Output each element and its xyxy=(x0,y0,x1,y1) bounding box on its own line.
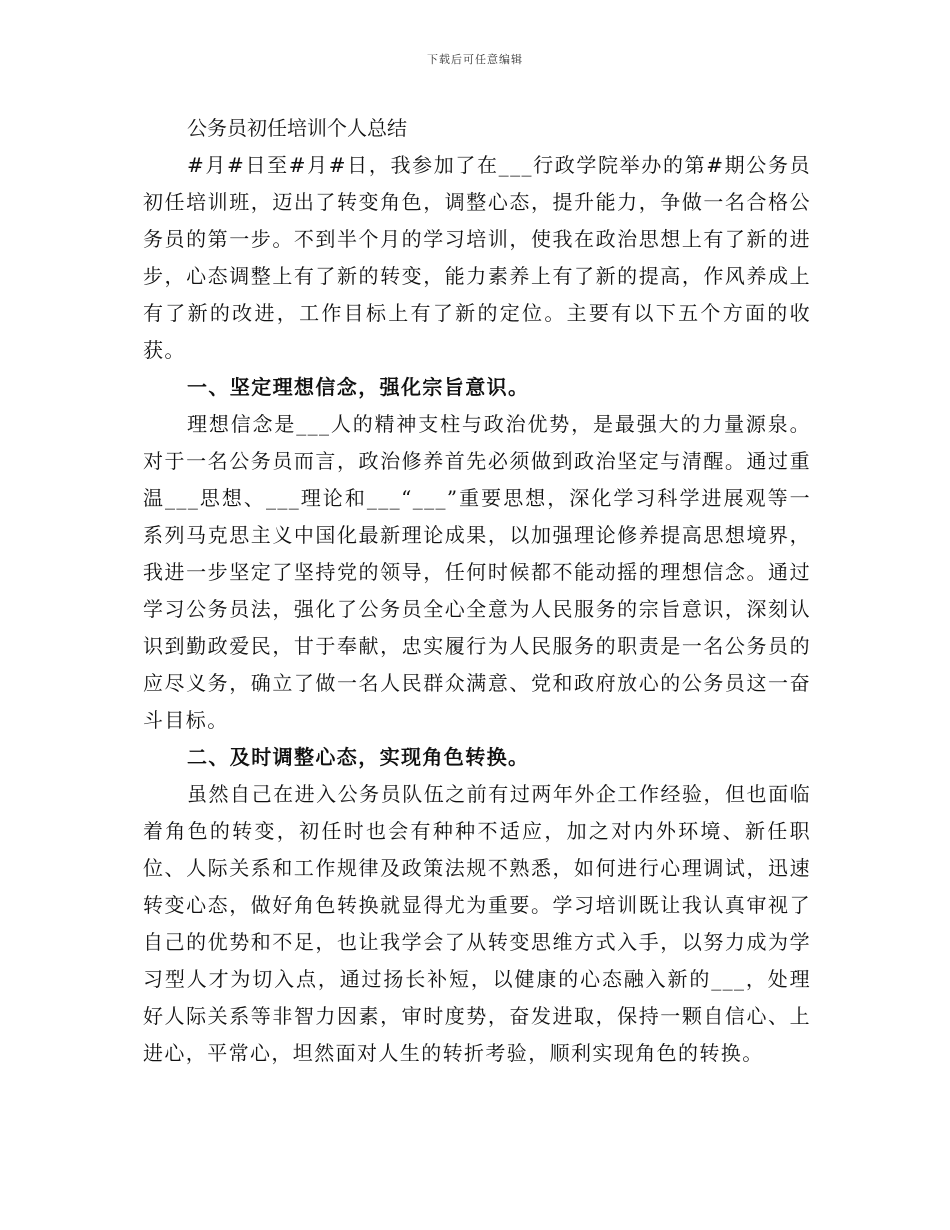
section-2-paragraph: 虽然自己在进入公务员队伍之前有过两年外企工作经验，但也面临着角色的转变，初任时也会有种种不适应，加之对内外环境、新任职位、人际关系和工作规律及政策法规不熟悉，如何进行心理调试，迅速转变心态，做好角色转换就显得尤为重要。学习培训既让我认真审视了自己的优势和不足，也让我学会了从转变思维方式入手，以努力成为学习型人才为切入点，通过扬长补短，以健康的心态融入新的___，处理好人际关系等非智力因素，审时度势，奋发进取，保持一颗自信心、上进心，平常心，坦然面对人生的转折考验，顺利实现角色的转换。 xyxy=(143,782,811,1065)
page-header-note: 下载后可任意编辑 xyxy=(427,53,523,66)
intro-paragraph: #月#日至#月#日，我参加了在___行政学院举办的第#期公务员初任培训班，迈出了转变角色，调整心态，提升能力，争做一名合格公务员的第一步。不到半个月的学习培训，使我在政治思想上有了新的进步，心态调整上有了新的转变，能力素养上有了新的提高，作风养成上有了新的改进，工作目标上有了新的定位。主要有以下五个方面的收获。 xyxy=(143,153,811,362)
section-1-paragraph: 理想信念是___人的精神支柱与政治优势，是最强大的力量源泉。对于一名公务员而言，政治修养首先必须做到政治坚定与清醒。通过重温___思想、___理论和___“___”重要思想，深化学习科学进展观等一系列马克思主义中国化最新理论成果，以加强理论修养提高思想境界，我进一步坚定了坚持党的领导，任何时候都不能动摇的理想信念。通过学习公务员法，强化了公务员全心全意为人民服务的宗旨意识，深刻认识到勤政爱民，甘于奉献，忠实履行为人民服务的职责是一名公务员的应尽义务，确立了做一名人民群众满意、党和政府放心的公务员这一奋斗目标。 xyxy=(143,412,811,732)
section-1-heading: 一、坚定理想信念，强化宗旨意识。 xyxy=(187,375,530,399)
section-2-heading: 二、及时调整心态，实现角色转换。 xyxy=(187,745,530,769)
document-title: 公务员初任培训个人总结 xyxy=(187,116,407,140)
document-body xyxy=(143,110,811,1072)
